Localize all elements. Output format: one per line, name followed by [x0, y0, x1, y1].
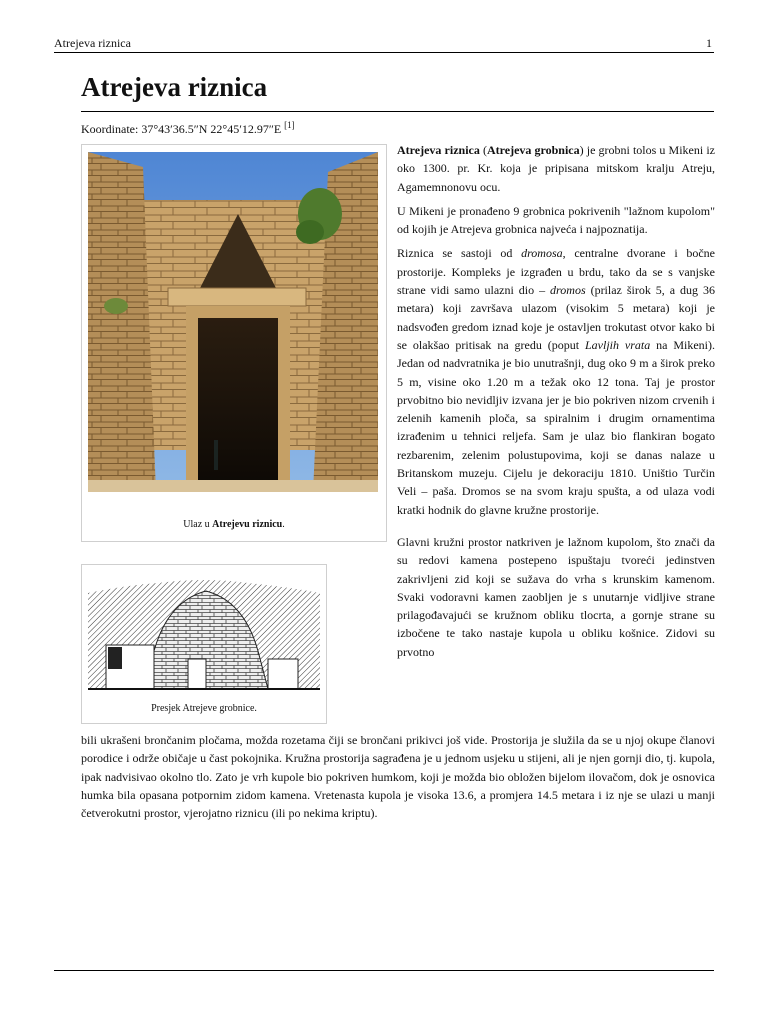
running-title: Atrejeva riznica	[54, 36, 131, 50]
coordinates-reference-link[interactable]: [1]	[284, 120, 295, 130]
entrance-photo-figure	[81, 144, 387, 542]
page-title: Atrejeva riznica	[81, 72, 714, 112]
entrance-photo-caption: Ulaz u Atrejevu riznicu.	[183, 519, 285, 530]
dome-paragraph-continued: bili ukrašeni brončanim pločama, možda rozetama čiji se brončani prikivci još vide. Prostorija je služila da se u njoj okupe članovi porodice i održe običaje u čast pokojnika. Kružna prostorija sagrađena je u jednom usjeku u stijeni, ali je njen gornji dio, tj. kupola, ipak nadvisivao okolno tlo. Zato je vrh kupole bio pokriven humkom, koji je možda bio obložen bijelom ilovačom, dok je osnovica humka bila opasana potpornim zidom kamena. Vretenasta kupola je visoka 13.6, a promjera 14.5 metara i iz nje se ulazi u manji četverokutni prostor, vjerojatno riznicu (ili po nekima kriptu).	[81, 733, 715, 821]
dome-paragraph-start: Glavni kružni prostor natkriven je lažnom kupolom, što znači da su redovi kamena postepeno ispuštaju tvoreći jedinstven zakrivljeni zid koji se sužava do vrha s krunskim kamenom. Svaki vodoravni kamen zaobljen je s unutarnje vidljive strane prilagođavajući se kružnom obliku tlocrta, a gornje strane su izbočene te tako nastaje kupola u obliku košnice. Zidovi su prvotno	[397, 534, 715, 659]
coordinates-text: Koordinate: 37°43′36.5″N 22°45′12.97″E	[81, 122, 282, 136]
coordinates	[81, 120, 295, 137]
running-header	[54, 36, 714, 53]
cross-section-drawing[interactable]	[88, 571, 320, 699]
intro-paragraph: Atrejeva riznica (Atrejeva grobnica) je grobni tolos u Mikeni iz oko 1300. pr. Kr. koja je pripisana mitskom kralju Atreju, Agamemnonovu ocu.	[397, 143, 715, 194]
footer-rule	[54, 970, 714, 971]
cross-section-figure	[81, 564, 327, 724]
cross-section-caption: Presjek Atrejeve grobnice.	[151, 703, 257, 714]
structure-paragraph: Riznica se sastoji od dromosa, centralne dvorane i bočne prostorije. Kompleks je izgrađen u brdu, tako da se s vanjske strane vidi samo ulazni dio – dromos (prilaz širok 5, a dug 36 metara) koji završava ulazom (visokim 5 metara) koji je nadsvođen gredom iznad koje je ostavljen trokutast otvor kako bi se olakšao pritisak na gredu (poput Lavljih vrata na Mikeni). Jedan od nadvratnika je bio unutrašnji, dug oko 9 m a širok preko 5 m, visine oko 1.20 m a težak oko 12 tona. Taj je prostor prvobitno bio nevidljiv izvana jer je bio pokriven nizom crvenih i zelenih kamenih ploča, sa spiralnim i drugim ornamentima izrađenim u tehnici reljefa. Sam je ulaz bio flankiran bogato rezbarenim, zelenim polustupovima, koji se danas nalaze u Britanskom muzeju. Cijelu je dekoraciju 1810. Uništio Turčin Veli – paša. Dromos se na svom kraju spušta, a od ulaza vodi kratki hodnik do glavne kružne prostorije.	[397, 246, 715, 517]
page-number: 1	[706, 36, 712, 50]
article-right-column	[397, 141, 715, 661]
tombs-paragraph: U Mikeni je pronađeno 9 grobnica pokrivenih "lažnom kupolom" od kojih je Atrejeva grobnica najveća i najpoznatija.	[397, 203, 715, 237]
entrance-photo[interactable]	[88, 152, 378, 492]
